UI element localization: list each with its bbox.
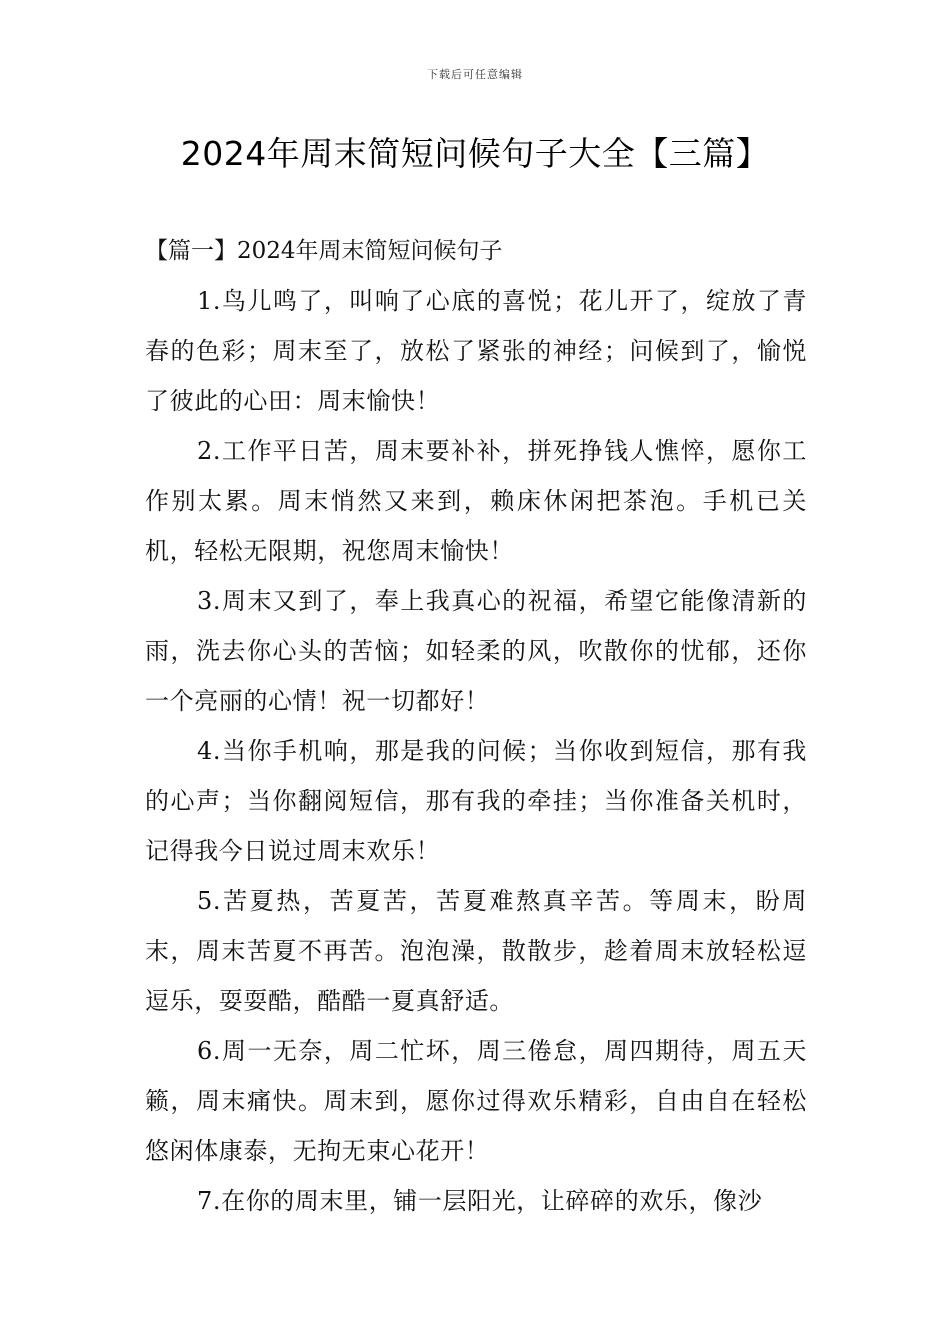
paragraph-6: 6.周一无奈，周二忙坏，周三倦怠，周四期待，周五天籁，周末痛快。周末到，愿你过得欢乐精彩，自由自在轻松悠闲体康泰，无拘无束心花开！ (145, 1037, 807, 1165)
header-note: 下载后可任意编辑 (427, 68, 523, 81)
paragraph-2: 2.工作平日苦，周末要补补，拼死挣钱人憔悴，愿你工作别太累。周末悄然又来到，赖床休闲把茶泡。手机已关机，轻松无限期，祝您周末愉快！ (145, 437, 807, 565)
paragraph-7: 7.在你的周末里，铺一层阳光，让碎碎的欢乐，像沙 (197, 1187, 763, 1215)
paragraph-4: 4.当你手机响，那是我的问候；当你收到短信，那有我的心声；当你翻阅短信，那有我的牵挂；当你准备关机时，记得我今日说过周末欢乐！ (145, 737, 807, 865)
section-heading: 【篇一】2024年周末简短问候句子 (145, 238, 503, 264)
document-title: 2024年周末简短问候句子大全【三篇】 (180, 134, 770, 173)
paragraph-1: 1.鸟儿鸣了，叫响了心底的喜悦；花儿开了，绽放了青春的色彩；周末至了，放松了紧张的神经；问候到了，愉悦了彼此的心田：周末愉快！ (145, 287, 807, 415)
paragraph-5: 5.苦夏热，苦夏苦，苦夏难熬真辛苦。等周末，盼周末，周末苦夏不再苦。泡泡澡，散散步，趁着周末放轻松逗逗乐，耍耍酷，酷酷一夏真舒适。 (145, 887, 807, 1015)
paragraph-3: 3.周末又到了，奉上我真心的祝福，希望它能像清新的雨，洗去你心头的苦恼；如轻柔的风，吹散你的忧郁，还你一个亮丽的心情！祝一切都好！ (145, 587, 807, 715)
document-body (145, 226, 807, 1226)
